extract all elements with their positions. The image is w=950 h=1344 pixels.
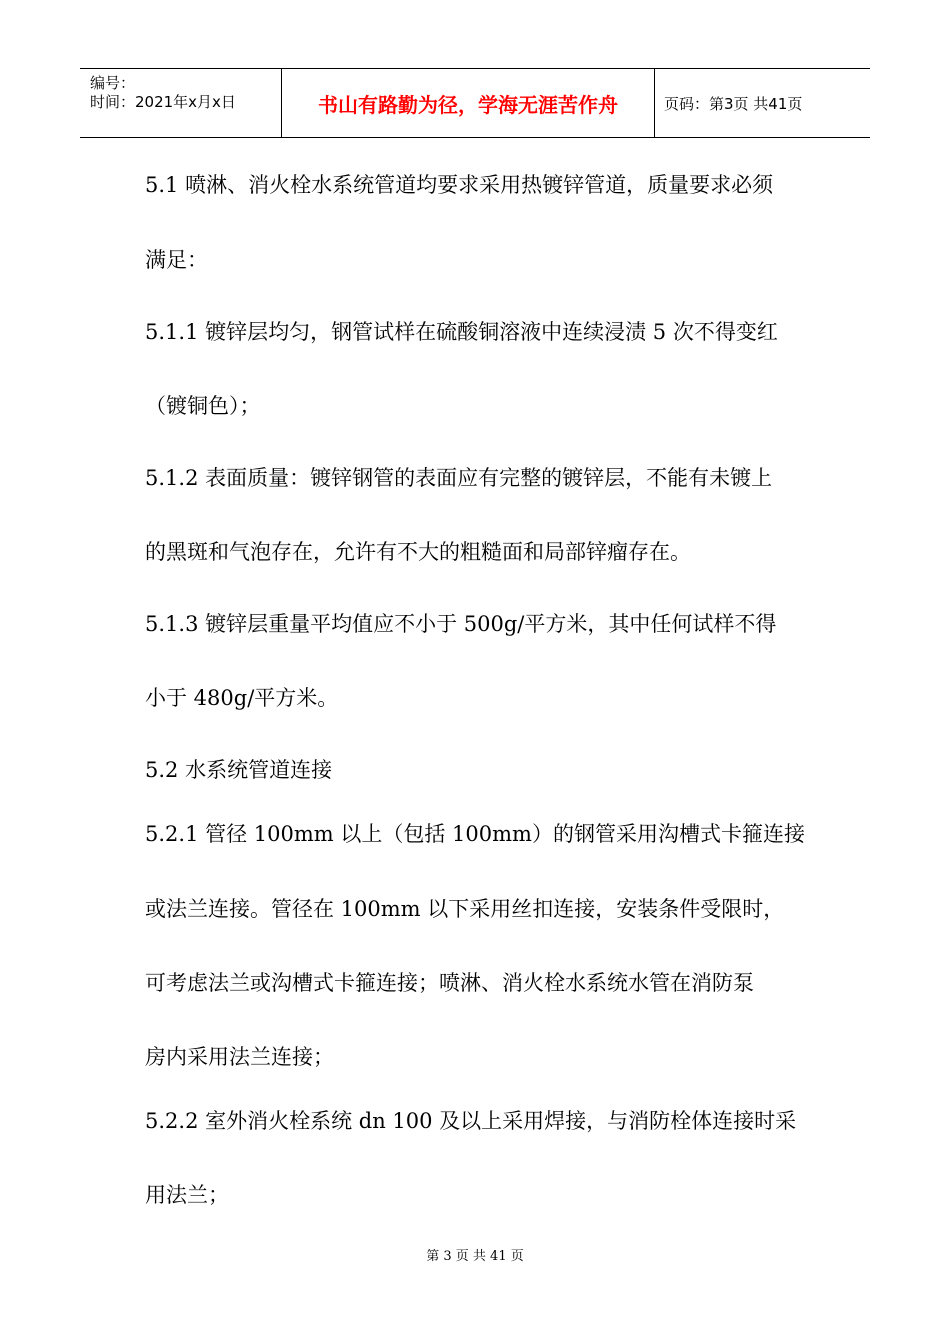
body-line: 5.1.3 镀锌层重量平均值应不小于 500g/平方米，其中任何试样不得 — [145, 612, 777, 636]
body-line: 满足： — [145, 248, 208, 272]
body-line: 5.1 喷淋、消火栓水系统管道均要求采用热镀锌管道，质量要求必须 — [145, 173, 774, 197]
body-line: 5.2.2 室外消火栓系统 dn 100 及以上采用焊接，与消防栓体连接时采 — [145, 1109, 797, 1133]
body-line: 可考虑法兰或沟槽式卡箍连接；喷淋、消火栓水系统水管在消防泵 — [145, 971, 754, 995]
header-motto-cell — [281, 69, 655, 137]
body-line: （镀铜色）； — [145, 394, 261, 418]
body-line: 房内采用法兰连接； — [145, 1045, 334, 1069]
header-meta-cell — [80, 69, 280, 137]
body-line: 5.1.1 镀锌层均匀，钢管试样在硫酸铜溶液中连续浸渍 5 次不得变红 — [145, 320, 778, 344]
body-line: 小于 480g/平方米。 — [145, 686, 339, 710]
header-motto: 书山有路勤为径，学海无涯苦作舟 — [318, 92, 618, 117]
header-page-cell — [654, 69, 870, 137]
body-line: 用法兰； — [145, 1183, 229, 1207]
body-line: 5.2 水系统管道连接 — [145, 758, 333, 782]
header-page-info: 页码：第3页 共41页 — [664, 94, 803, 113]
body-line: 5.2.1 管径 100mm 以上（包括 100mm）的钢管采用沟槽式卡箍连接 — [145, 822, 805, 846]
header-number-label: 编号： — [90, 74, 136, 92]
body-line: 或法兰连接。管径在 100mm 以下采用丝扣连接，安装条件受限时， — [145, 897, 785, 921]
page-header — [80, 68, 870, 138]
body-line: 的黑斑和气泡存在，允许有不大的粗糙面和局部锌瘤存在。 — [145, 540, 691, 564]
body-line: 5.1.2 表面质量：镀锌钢管的表面应有完整的镀锌层，不能有未镀上 — [145, 466, 773, 490]
header-time-label: 时间：2021年x月x日 — [90, 93, 236, 111]
page-footer: 第 3 页 共 41 页 — [426, 1249, 524, 1264]
